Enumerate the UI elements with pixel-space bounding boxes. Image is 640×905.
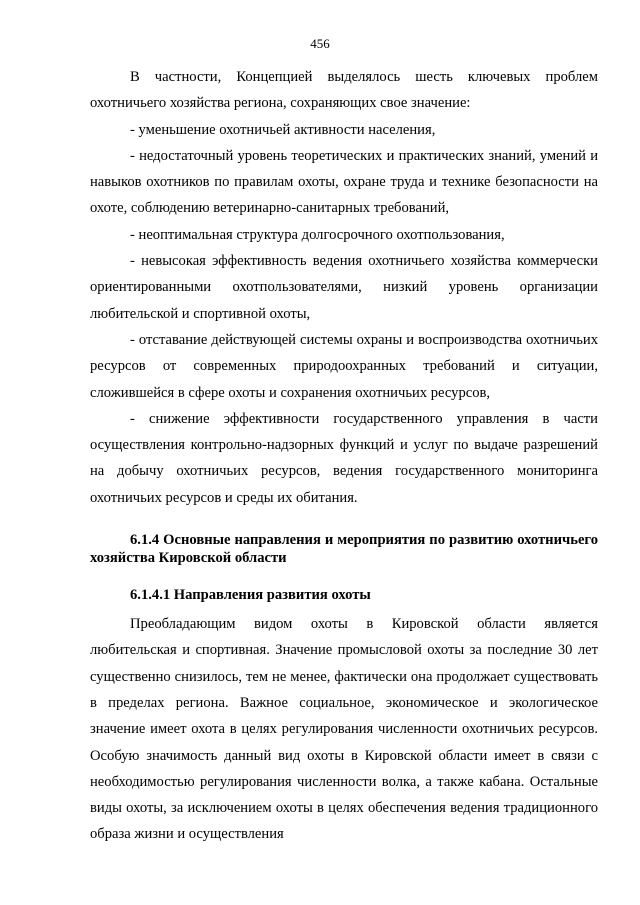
subsection-heading: 6.1.4.1 Направления развития охоты [130,587,371,604]
problem-item-4: - невысокая эффективность ведения охотничьего хозяйства коммерчески ориентированными охотпользователями, низкий уровень организации любительской и спортивной охоты, [90,253,598,322]
problem-item-5: - отставание действующей системы охраны и воспроизводства охотничьих ресурсов от современных природоохранных требований и ситуации, сложившейся в сфере охоты и сохранения охотничьих ресурсов, [90,331,598,401]
problem-item-6: - снижение эффективности государственного управления в части осуществления контрольно-надзорных функций и услуг по выдаче разрешений на добычу охотничьих ресурсов, ведения государственного мониторинга охотничьих ресурсов и среды их обитания. [90,410,598,506]
closing-paragraph: Преобладающим видом охоты в Кировской области является любительская и спортивная. Значение промысловой охоты за последние 30 лет существенно снизилось, тем не менее, фактически она продолжает существовать в пределах региона. Важное социальное, экономическое и экологическое значение имеет охота в целях регулирования численности охотничьих ресурсов. Особую значимость данный вид охоты в Кировской области имеет в связи с необходимостью регулирования численности волка, а также кабана. Остальные виды охоты, за исключением охоты в целях обеспечения ведения традиционного образа жизни и осуществления [90,616,598,843]
problem-item-3: - неоптимальная структура долгосрочного охотпользования, [130,226,505,243]
document-body [90,64,598,848]
page-number: 456 [310,36,330,51]
problem-item-2: - недостаточный уровень теоретических и практических знаний, умений и навыков охотников по правилам охоты, охране труда и технике безопасности на охоте, соблюдению ветеринарно-санитарных требований, [90,147,598,217]
intro-paragraph: В частности, Концепцией выделялось шесть ключевых проблем охотничьего хозяйства региона, сохраняющих свое значение: [90,69,598,112]
problem-item-1: - уменьшение охотничьей активности населения, [130,121,436,138]
section-heading: 6.1.4 Основные направления и мероприятия по развитию охотничьего хозяйства Кировской области [90,532,598,567]
